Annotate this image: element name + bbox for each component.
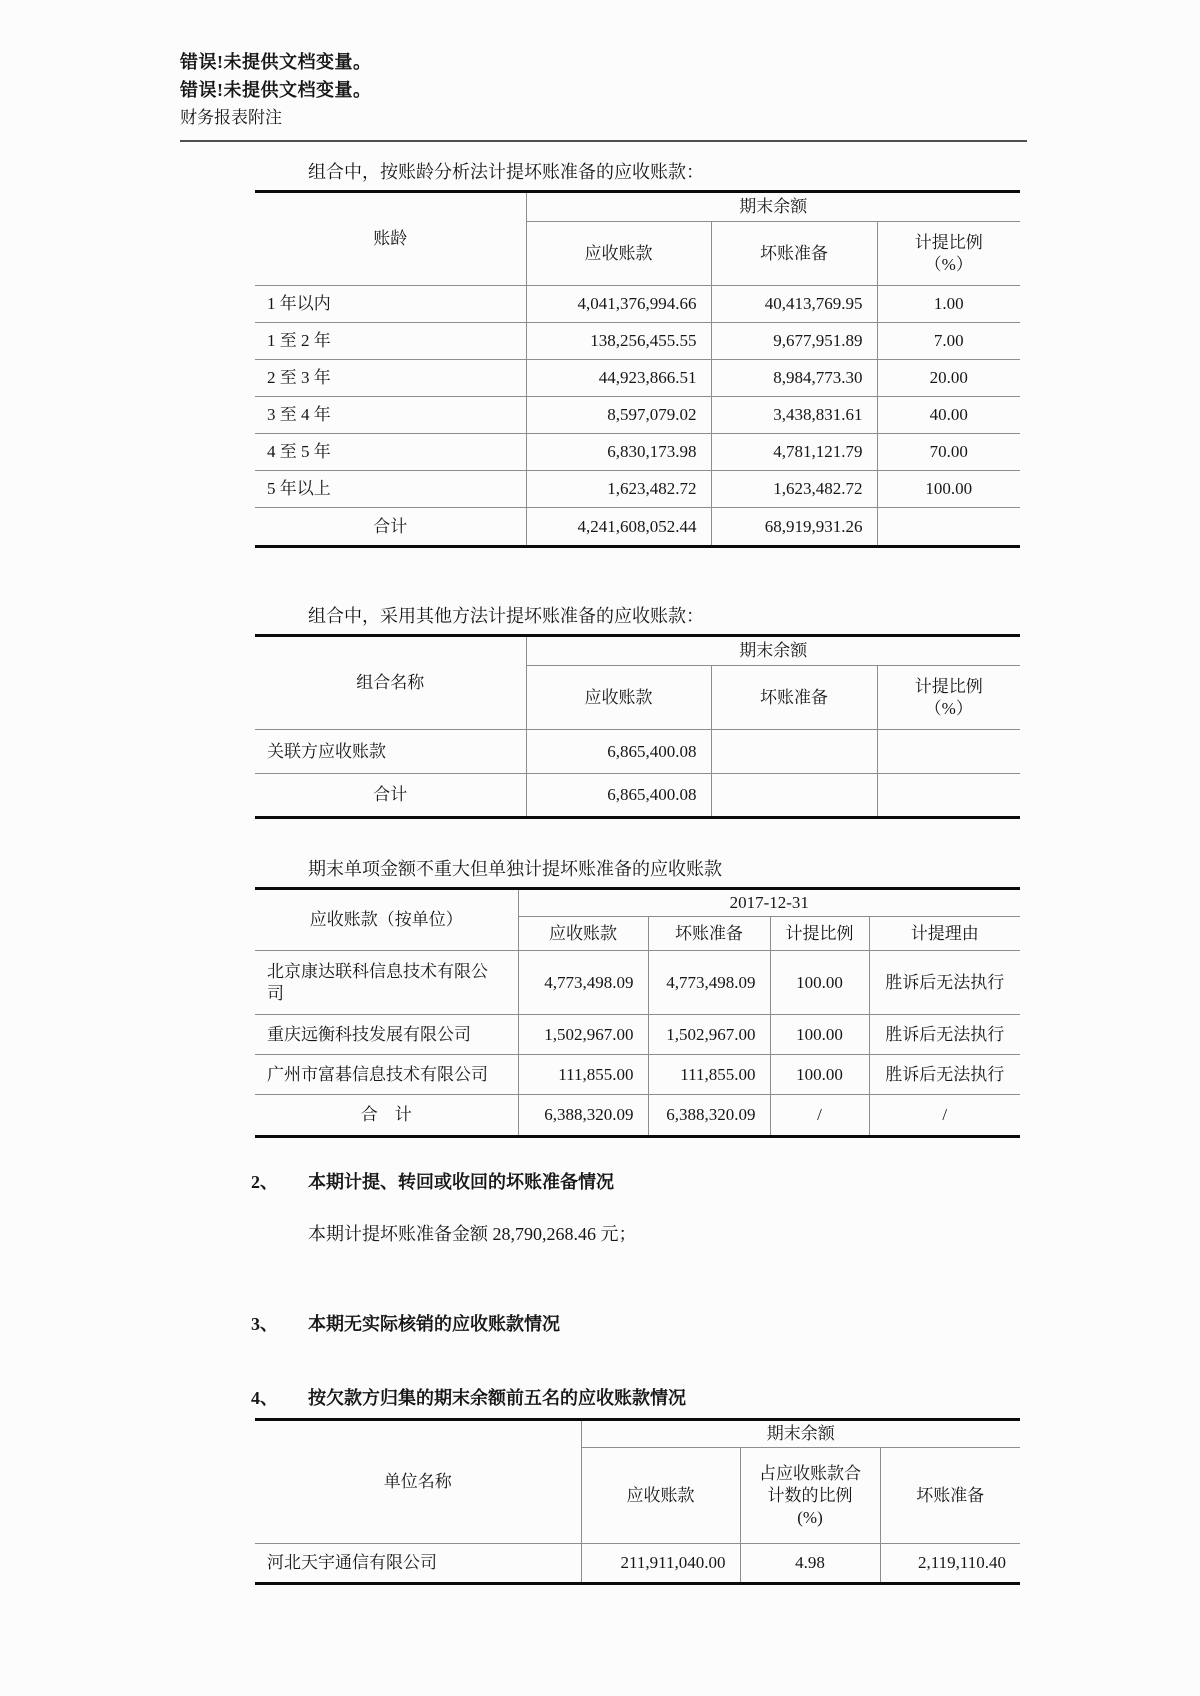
receivable-value: 6,865,400.08 (526, 730, 711, 774)
provision-value: 111,855.00 (648, 1055, 770, 1095)
provision-value: 1,623,482.72 (711, 471, 877, 508)
col-header-ratio: 计提比例 （%） (877, 222, 1020, 286)
ratio-value: 100.00 (770, 1055, 869, 1095)
section-3-heading (251, 1310, 1200, 1336)
company-name: 北京康达联科信息技术有限公司 (255, 951, 518, 1015)
provision-value: 4,773,498.09 (648, 951, 770, 1015)
aging-table-title: 组合中，按账龄分析法计提坏账准备的应收账款： (308, 162, 704, 182)
section-2-number: 2、 (251, 1172, 278, 1192)
ratio-value: 7.00 (877, 323, 1020, 360)
portfolio-label: 关联方应收账款 (255, 730, 526, 774)
total-label: 合计 (255, 774, 526, 818)
reason-value: 胜诉后无法执行 (869, 1055, 1020, 1095)
col-header-receivable: 应收账款 (526, 666, 711, 730)
ratio-total (877, 508, 1020, 547)
table-row (255, 434, 1020, 471)
provision-total: 68,919,931.26 (711, 508, 877, 547)
table-row (255, 1015, 1020, 1055)
table-header-row (255, 889, 1020, 917)
col-header-provision: 坏账准备 (711, 222, 877, 286)
col-header-ratio: 计提比例 (770, 917, 869, 951)
table-row (255, 360, 1020, 397)
receivable-total: 4,241,608,052.44 (526, 508, 711, 547)
table-header-row (255, 1420, 1020, 1448)
reason-value: 胜诉后无法执行 (869, 951, 1020, 1015)
section-3-title: 本期无实际核销的应收账款情况 (308, 1314, 560, 1334)
ratio-value: 100.00 (877, 471, 1020, 508)
aging-label: 2 至 3 年 (255, 360, 526, 397)
col-header-receivable: 应收账款 (518, 917, 648, 951)
table-row (255, 323, 1020, 360)
section-2-title: 本期计提、转回或收回的坏账准备情况 (308, 1172, 614, 1192)
other-method-table (255, 634, 1020, 819)
aging-label: 5 年以上 (255, 471, 526, 508)
col-header-receivable: 应收账款 (526, 222, 711, 286)
table-total-row (255, 774, 1020, 818)
provision-value: 4,781,121.79 (711, 434, 877, 471)
col-group-date: 2017-12-31 (518, 889, 1020, 917)
aging-label: 3 至 4 年 (255, 397, 526, 434)
receivable-value: 1,502,967.00 (518, 1015, 648, 1055)
table-row (255, 1055, 1020, 1095)
col-header-portfolio: 组合名称 (255, 636, 526, 730)
ratio-value: 4.98 (740, 1544, 880, 1584)
ratio-value: 70.00 (877, 434, 1020, 471)
provision-value (711, 730, 877, 774)
individual-table-title: 期末单项金额不重大但单独计提坏账准备的应收账款 (308, 859, 722, 879)
col-header-provision: 坏账准备 (711, 666, 877, 730)
header-error-line-1: 错误!未提供文档变量。 (180, 52, 372, 72)
col-header-aging: 账龄 (255, 192, 526, 286)
company-name: 广州市富碁信息技术有限公司 (255, 1055, 518, 1095)
receivable-value: 4,773,498.09 (518, 951, 648, 1015)
receivable-value: 138,256,455.55 (526, 323, 711, 360)
table-total-row (255, 508, 1020, 547)
col-group-ending-balance: 期末余额 (581, 1420, 1020, 1448)
table-row (255, 286, 1020, 323)
document-header (180, 48, 1027, 142)
table-total-row (255, 1095, 1020, 1137)
table-row (255, 1544, 1020, 1584)
top5-debtors-table (255, 1418, 1020, 1585)
reason-value: 胜诉后无法执行 (869, 1015, 1020, 1055)
section-4-heading (251, 1384, 1200, 1410)
document-subtitle: 财务报表附注 (180, 108, 282, 127)
receivable-value: 44,923,866.51 (526, 360, 711, 397)
ratio-total: / (770, 1095, 869, 1137)
col-header-ratio: 计提比例 （%） (877, 666, 1020, 730)
col-header-unit: 应收账款（按单位） (255, 889, 518, 951)
receivable-total: 6,388,320.09 (518, 1095, 648, 1137)
ratio-value: 40.00 (877, 397, 1020, 434)
aging-label: 1 年以内 (255, 286, 526, 323)
receivable-value: 111,855.00 (518, 1055, 648, 1095)
other-table-title: 组合中，采用其他方法计提坏账准备的应收账款： (308, 606, 704, 626)
table-header-row (255, 192, 1020, 222)
provision-value: 3,438,831.61 (711, 397, 877, 434)
table-row (255, 471, 1020, 508)
section-2-heading (251, 1168, 1200, 1194)
provision-value: 1,502,967.00 (648, 1015, 770, 1055)
provision-value: 40,413,769.95 (711, 286, 877, 323)
col-header-ratio: 占应收账款合计数的比例 (%) (740, 1448, 880, 1544)
provision-value: 9,677,951.89 (711, 323, 877, 360)
col-header-reason: 计提理由 (869, 917, 1020, 951)
receivable-value: 211,911,040.00 (581, 1544, 740, 1584)
table-row (255, 951, 1020, 1015)
receivable-value: 8,597,079.02 (526, 397, 711, 434)
total-label: 合 计 (255, 1095, 518, 1137)
col-group-ending-balance: 期末余额 (526, 636, 1020, 666)
individual-provision-table (255, 887, 1020, 1138)
section-4-number: 4、 (251, 1388, 278, 1408)
company-name: 重庆远衡科技发展有限公司 (255, 1015, 518, 1055)
section-2-body: 本期计提坏账准备金额 28,790,268.46 元； (308, 1224, 637, 1244)
aging-label: 1 至 2 年 (255, 323, 526, 360)
aging-table (255, 190, 1020, 548)
ratio-value: 100.00 (770, 1015, 869, 1055)
receivable-value: 6,830,173.98 (526, 434, 711, 471)
section-3-number: 3、 (251, 1314, 278, 1334)
ratio-value: 100.00 (770, 951, 869, 1015)
provision-value: 2,119,110.40 (880, 1544, 1020, 1584)
table-header-row (255, 636, 1020, 666)
provision-total: 6,388,320.09 (648, 1095, 770, 1137)
company-name: 河北天宇通信有限公司 (255, 1544, 581, 1584)
provision-value: 8,984,773.30 (711, 360, 877, 397)
col-group-ending-balance: 期末余额 (526, 192, 1020, 222)
ratio-value: 20.00 (877, 360, 1020, 397)
provision-total (711, 774, 877, 818)
section-4-title: 按欠款方归集的期末余额前五名的应收账款情况 (308, 1388, 686, 1408)
col-header-provision: 坏账准备 (648, 917, 770, 951)
ratio-value (877, 730, 1020, 774)
col-header-unit-name: 单位名称 (255, 1420, 581, 1544)
ratio-total (877, 774, 1020, 818)
ratio-value: 1.00 (877, 286, 1020, 323)
total-label: 合计 (255, 508, 526, 547)
reason-total: / (869, 1095, 1020, 1137)
table-row (255, 397, 1020, 434)
aging-label: 4 至 5 年 (255, 434, 526, 471)
col-header-receivable: 应收账款 (581, 1448, 740, 1544)
table-row (255, 730, 1020, 774)
receivable-total: 6,865,400.08 (526, 774, 711, 818)
receivable-value: 4,041,376,994.66 (526, 286, 711, 323)
col-header-provision: 坏账准备 (880, 1448, 1020, 1544)
receivable-value: 1,623,482.72 (526, 471, 711, 508)
header-error-line-2: 错误!未提供文档变量。 (180, 80, 372, 100)
